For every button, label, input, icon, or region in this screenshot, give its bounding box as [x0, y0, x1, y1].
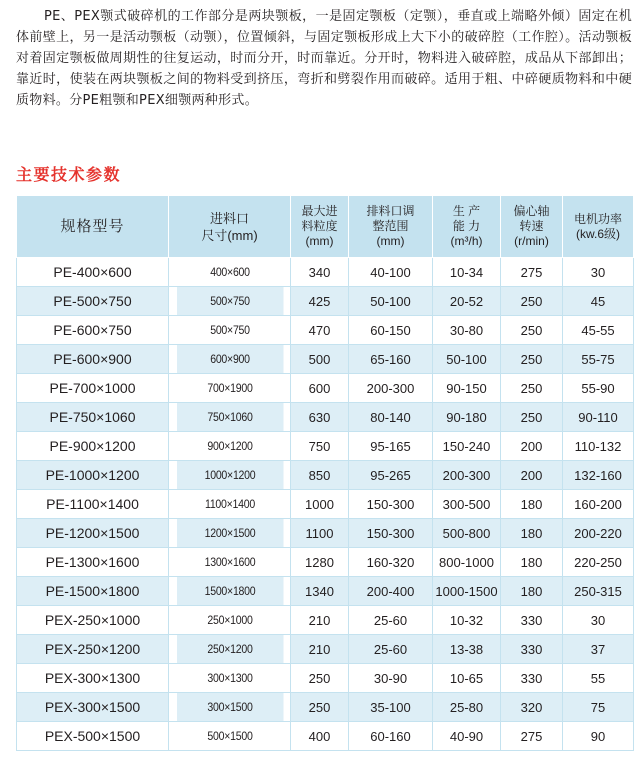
- cell-discharge-range: 40-100: [349, 258, 433, 287]
- table-row: [17, 490, 634, 519]
- cell-max-feed: 1100: [291, 519, 349, 548]
- cell-discharge-range: 150-300: [349, 490, 433, 519]
- cell-model: PE-1100×1400: [17, 490, 169, 519]
- cell-model: PEX-250×1200: [17, 635, 169, 664]
- table-row: [17, 693, 634, 722]
- cell-feed-size: 1100×1400: [176, 490, 283, 519]
- cell-motor-power: 45: [563, 287, 634, 316]
- cell-shaft-speed: 320: [501, 693, 563, 722]
- cell-feed-size: 1300×1600: [176, 548, 283, 577]
- intro-paragraph: PE、PEX颚式破碎机的工作部分是两块颚板，一是固定颚板（定颚），垂直或上端略外倾）固定在机体前壁上，另一是活动颚板（动颚），位置倾斜，与固定颚板形成上大下小的破碎腔（工作腔）。活动颚板对着固定颚板做周期性的往复运动，时而分开，时而靠近。分开时，物料进入破碎腔，成品从下部卸出；靠近时，使装在两块颚板之间的物料受到挤压，弯折和劈裂作用而破碎。适用于粗、中碎硬质物料和中硬质物料。分PE粗颚和PEX细颚两种形式。: [16, 9, 632, 108]
- spec-table: [16, 195, 634, 751]
- header-motor-power: 电机功率 (kw.6级): [563, 196, 634, 258]
- header-shaft-speed: 偏心轴 转速 (r/min): [501, 196, 563, 258]
- cell-shaft-speed: 250: [501, 345, 563, 374]
- cell-discharge-range: 200-400: [349, 577, 433, 606]
- cell-motor-power: 55-75: [563, 345, 634, 374]
- cell-capacity: 150-240: [433, 432, 501, 461]
- cell-capacity: 10-65: [433, 664, 501, 693]
- table-row: [17, 519, 634, 548]
- cell-model: PE-900×1200: [17, 432, 169, 461]
- table-row: [17, 316, 634, 345]
- cell-shaft-speed: 180: [501, 519, 563, 548]
- cell-capacity: 10-34: [433, 258, 501, 287]
- cell-max-feed: 500: [291, 345, 349, 374]
- cell-feed-size: 500×1500: [176, 722, 283, 751]
- cell-discharge-range: 200-300: [349, 374, 433, 403]
- table-row: [17, 722, 634, 751]
- cell-discharge-range: 50-100: [349, 287, 433, 316]
- cell-motor-power: 200-220: [563, 519, 634, 548]
- cell-feed-size: 250×1000: [176, 606, 283, 635]
- cell-shaft-speed: 200: [501, 461, 563, 490]
- cell-motor-power: 45-55: [563, 316, 634, 345]
- cell-model: PEX-300×1500: [17, 693, 169, 722]
- cell-motor-power: 55-90: [563, 374, 634, 403]
- cell-feed-size: 300×1500: [176, 693, 283, 722]
- cell-motor-power: 160-200: [563, 490, 634, 519]
- table-row: [17, 345, 634, 374]
- cell-capacity: 25-80: [433, 693, 501, 722]
- cell-discharge-range: 80-140: [349, 403, 433, 432]
- cell-shaft-speed: 180: [501, 490, 563, 519]
- cell-max-feed: 340: [291, 258, 349, 287]
- cell-capacity: 200-300: [433, 461, 501, 490]
- cell-motor-power: 110-132: [563, 432, 634, 461]
- table-row: [17, 258, 634, 287]
- cell-shaft-speed: 180: [501, 548, 563, 577]
- table-row: [17, 432, 634, 461]
- cell-discharge-range: 60-150: [349, 316, 433, 345]
- cell-motor-power: 220-250: [563, 548, 634, 577]
- cell-model: PE-400×600: [17, 258, 169, 287]
- cell-feed-size: 1000×1200: [176, 461, 283, 490]
- cell-capacity: 30-80: [433, 316, 501, 345]
- cell-capacity: 90-180: [433, 403, 501, 432]
- cell-motor-power: 37: [563, 635, 634, 664]
- cell-capacity: 300-500: [433, 490, 501, 519]
- cell-discharge-range: 160-320: [349, 548, 433, 577]
- table-row: [17, 374, 634, 403]
- cell-capacity: 500-800: [433, 519, 501, 548]
- cell-capacity: 800-1000: [433, 548, 501, 577]
- cell-shaft-speed: 250: [501, 287, 563, 316]
- cell-max-feed: 400: [291, 722, 349, 751]
- cell-discharge-range: 60-160: [349, 722, 433, 751]
- cell-shaft-speed: 330: [501, 664, 563, 693]
- cell-motor-power: 30: [563, 606, 634, 635]
- cell-max-feed: 1340: [291, 577, 349, 606]
- cell-max-feed: 250: [291, 664, 349, 693]
- cell-feed-size: 1200×1500: [176, 519, 283, 548]
- cell-feed-size: 1500×1800: [176, 577, 283, 606]
- cell-max-feed: 600: [291, 374, 349, 403]
- cell-max-feed: 470: [291, 316, 349, 345]
- header-discharge-range: 排料口调 整范围 (mm): [349, 196, 433, 258]
- cell-capacity: 50-100: [433, 345, 501, 374]
- cell-motor-power: 90-110: [563, 403, 634, 432]
- cell-feed-size: 750×1060: [176, 403, 283, 432]
- table-body: [17, 258, 634, 751]
- cell-max-feed: 1280: [291, 548, 349, 577]
- cell-model: PE-700×1000: [17, 374, 169, 403]
- cell-shaft-speed: 275: [501, 722, 563, 751]
- cell-shaft-speed: 250: [501, 403, 563, 432]
- cell-shaft-speed: 250: [501, 316, 563, 345]
- cell-model: PE-600×900: [17, 345, 169, 374]
- table-row: [17, 664, 634, 693]
- cell-max-feed: 250: [291, 693, 349, 722]
- table-row: [17, 606, 634, 635]
- cell-discharge-range: 35-100: [349, 693, 433, 722]
- cell-shaft-speed: 330: [501, 606, 563, 635]
- cell-feed-size: 600×900: [176, 345, 283, 374]
- cell-feed-size: 500×750: [176, 287, 283, 316]
- cell-motor-power: 90: [563, 722, 634, 751]
- cell-motor-power: 132-160: [563, 461, 634, 490]
- cell-capacity: 20-52: [433, 287, 501, 316]
- cell-motor-power: 75: [563, 693, 634, 722]
- cell-model: PE-600×750: [17, 316, 169, 345]
- cell-max-feed: 750: [291, 432, 349, 461]
- cell-max-feed: 425: [291, 287, 349, 316]
- cell-model: PE-750×1060: [17, 403, 169, 432]
- cell-max-feed: 210: [291, 606, 349, 635]
- cell-capacity: 90-150: [433, 374, 501, 403]
- cell-model: PE-1200×1500: [17, 519, 169, 548]
- cell-capacity: 40-90: [433, 722, 501, 751]
- section-title: 主要技术参数: [16, 165, 122, 184]
- table-row: [17, 548, 634, 577]
- cell-shaft-speed: 180: [501, 577, 563, 606]
- cell-motor-power: 250-315: [563, 577, 634, 606]
- cell-discharge-range: 150-300: [349, 519, 433, 548]
- cell-max-feed: 210: [291, 635, 349, 664]
- cell-max-feed: 630: [291, 403, 349, 432]
- table-row: [17, 403, 634, 432]
- cell-feed-size: 250×1200: [176, 635, 283, 664]
- cell-model: PE-1300×1600: [17, 548, 169, 577]
- cell-capacity: 10-32: [433, 606, 501, 635]
- cell-max-feed: 850: [291, 461, 349, 490]
- table-row: [17, 287, 634, 316]
- header-capacity: 生 产 能 力 (m³/h): [433, 196, 501, 258]
- cell-feed-size: 700×1900: [176, 374, 283, 403]
- cell-feed-size: 400×600: [176, 258, 283, 287]
- cell-discharge-range: 30-90: [349, 664, 433, 693]
- cell-max-feed: 1000: [291, 490, 349, 519]
- cell-model: PE-500×750: [17, 287, 169, 316]
- header-model: 规格型号: [17, 196, 169, 258]
- cell-shaft-speed: 250: [501, 374, 563, 403]
- cell-discharge-range: 65-160: [349, 345, 433, 374]
- table-row: [17, 461, 634, 490]
- cell-shaft-speed: 200: [501, 432, 563, 461]
- cell-discharge-range: 25-60: [349, 635, 433, 664]
- cell-model: PE-1000×1200: [17, 461, 169, 490]
- cell-shaft-speed: 275: [501, 258, 563, 287]
- table-row: [17, 635, 634, 664]
- cell-discharge-range: 25-60: [349, 606, 433, 635]
- cell-capacity: 13-38: [433, 635, 501, 664]
- cell-model: PEX-250×1000: [17, 606, 169, 635]
- cell-feed-size: 900×1200: [176, 432, 283, 461]
- cell-motor-power: 55: [563, 664, 634, 693]
- cell-feed-size: 300×1300: [176, 664, 283, 693]
- cell-discharge-range: 95-265: [349, 461, 433, 490]
- cell-capacity: 1000-1500: [433, 577, 501, 606]
- cell-feed-size: 500×750: [176, 316, 283, 345]
- header-feed-size: 进料口 尺寸(mm): [169, 196, 291, 258]
- cell-model: PEX-300×1300: [17, 664, 169, 693]
- cell-discharge-range: 95-165: [349, 432, 433, 461]
- cell-model: PEX-500×1500: [17, 722, 169, 751]
- header-max-feed: 最大进 料粒度 (mm): [291, 196, 349, 258]
- table-row: [17, 577, 634, 606]
- table-header-row: [17, 196, 634, 258]
- cell-model: PE-1500×1800: [17, 577, 169, 606]
- cell-motor-power: 30: [563, 258, 634, 287]
- cell-shaft-speed: 330: [501, 635, 563, 664]
